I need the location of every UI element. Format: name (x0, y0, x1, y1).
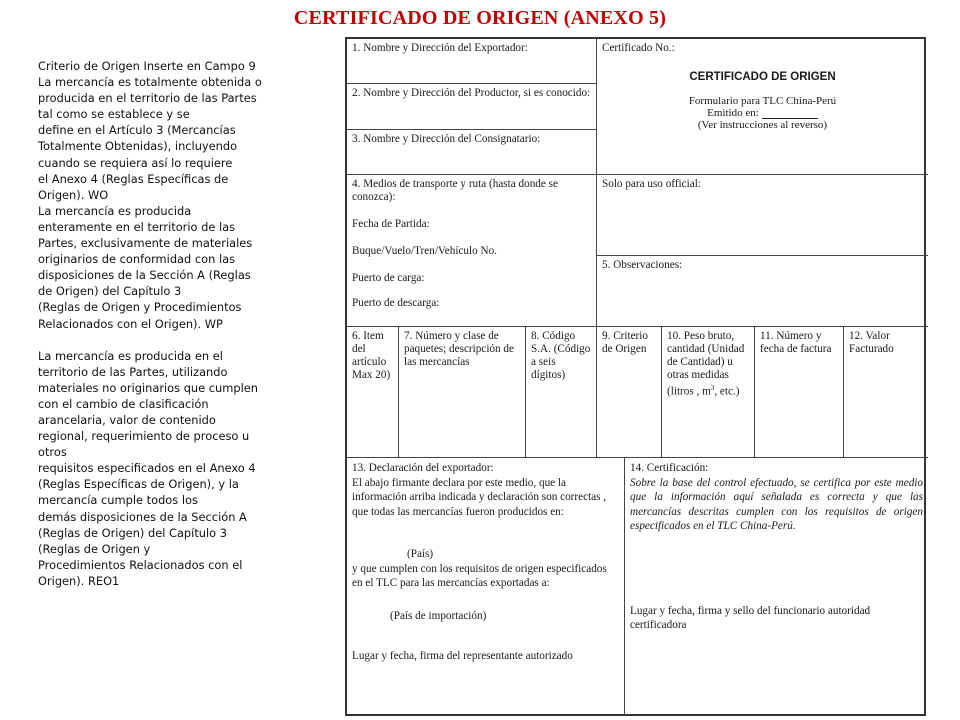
certification-title: 14. Certificación: (630, 462, 709, 474)
col-packages-label: 7. Número y clase de paquetes; descripción de las mercancías (404, 330, 514, 368)
col-weight-superscript: 3 (710, 384, 715, 392)
exporter-label: 1. Nombre y Dirección del Exportador: (352, 42, 528, 54)
certificate-heading: CERTIFICADO DE ORIGEN (689, 71, 836, 83)
criterion-wp-text: La mercancía es producida enteramente en el territorio de las Partes, exclusivamente de materiales originarios de conformidad con las disposiciones de la Sección A (Reglas de Origen) del Capítulo 3 (Reglas de Origen y Procedimientos Relacionados con el Origen). WP (38, 203, 253, 331)
transport-label: 4. Medios de transporte y ruta (hasta donde se conozca): (352, 178, 558, 203)
col-origin-criterion-label: 9. Criterio de Origen (602, 330, 648, 355)
col-hs-code-header (526, 327, 597, 458)
consignee-label: 3. Nombre y Dirección del Consignatario: (352, 133, 541, 145)
declaration-country: (País) (407, 548, 434, 560)
official-use-label: Solo para uso official: (602, 178, 701, 190)
declaration-text-2: y que cumplen con los requisitos de origen especificados en el TLC para las mercancías exportadas a: (352, 562, 607, 589)
col-weight-header (662, 327, 755, 458)
certificate-issued-line (602, 107, 923, 119)
certificate-instructions: (Ver instrucciones al reverso) (697, 119, 828, 131)
official-use-field (597, 175, 928, 256)
declaration-text: El abajo firmante declara por este medio, que la información arriba indicada y declaración son correctas , que todas las mercancías fueron producidos en: (352, 476, 607, 518)
certificate-number-label: Certificado No.: (602, 42, 675, 54)
producer-label: 2. Nombre y Dirección del Productor, si es conocido: (352, 87, 591, 99)
paragraph-spacer (38, 332, 310, 348)
col-hs-code-label: 8. Código S.A. (Código a seis dígitos) (531, 330, 591, 381)
certificate-form-name: Formulario para TLC China-Perú (688, 95, 837, 107)
col-invoice-header (755, 327, 844, 458)
declaration-import-country: (País de importación) (390, 609, 487, 622)
issued-blank-line (762, 109, 818, 119)
certificate-form (345, 37, 926, 716)
document-title: CERTIFICADO DE ORIGEN (ANEXO 5) (293, 7, 667, 29)
col-weight-text: 10. Peso bruto, cantidad (Unidad de Cantidad) u otras medidas (litros , m (667, 330, 745, 398)
col-invoice-value-label: 12. Valor Facturado (849, 330, 894, 355)
exporter-field (347, 39, 597, 84)
criterion-reo1-text: La mercancía es producida en el territorio de las Partes, utilizando materiales no originarios que cumplen con el cambio de clasificación arancelaria, valor de contenido regional, requerimiento de proceso u otros requisitos especificados en el Anexo 4 (Reglas Específicas de Origen), y la mercancía cumple todos los demás disposiciones de la Sección A (Reglas de Origen) del Capítulo 3 (Reglas de Origen y Procedimientos Relacionados con el Origen). REO1 (38, 348, 258, 588)
consignee-field (347, 130, 597, 175)
certificate-issued-label: Emitido en: (707, 107, 759, 119)
col-weight-label (667, 330, 749, 399)
col-origin-criterion-header (597, 327, 662, 458)
criterion-wo-text: Criterio de Origen Inserte en Campo 9 La mercancía es totalmente obtenida o producida en el territorio de las Partes tal como se establece y se define en el Artículo 3 (Mercancías Totalmente Obtenidas), incluyendo cuando se requiera así lo requiere el Anexo 4 (Reglas Específicas de Origen). WO (38, 59, 262, 202)
port-loading-label: Puerto de carga: (352, 272, 425, 284)
certificate-number-box (597, 39, 928, 175)
col-weight-text-end: , etc.) (714, 385, 740, 398)
col-invoice-label: 11. Número y fecha de factura (760, 330, 832, 355)
certification-signature-label: Lugar y fecha, firma y sello del funcionario autoridad certificadora (630, 604, 871, 631)
transport-field (347, 175, 597, 327)
observations-field (597, 256, 928, 327)
origin-criteria-text (38, 58, 310, 589)
port-discharge-label: Puerto de descarga: (352, 297, 440, 309)
observations-label: 5. Observaciones: (602, 259, 683, 271)
departure-label: Fecha de Partida: (352, 218, 430, 230)
declaration-signature-label: Lugar y fecha, firma del representante autorizado (352, 650, 573, 662)
certification-field (625, 458, 928, 716)
certification-text: Sobre la base del control efectuado, se certifica por este medio que la información aquí señalada es correcta y que las mercancías descritas cumplen con los requisitos de origen especificados en el TLC China-Perú. (630, 476, 923, 532)
exporter-declaration-field (347, 458, 625, 716)
declaration-title: 13. Declaración del exportador: (352, 462, 494, 474)
producer-field (347, 84, 597, 130)
col-item-label: 6. Item del artículo Max 20) (352, 330, 391, 381)
col-item-header (347, 327, 399, 458)
vessel-label: Buque/Vuelo/Tren/Vehículo No. (352, 245, 497, 257)
col-packages-header (399, 327, 526, 458)
col-invoice-value-header (844, 327, 928, 458)
